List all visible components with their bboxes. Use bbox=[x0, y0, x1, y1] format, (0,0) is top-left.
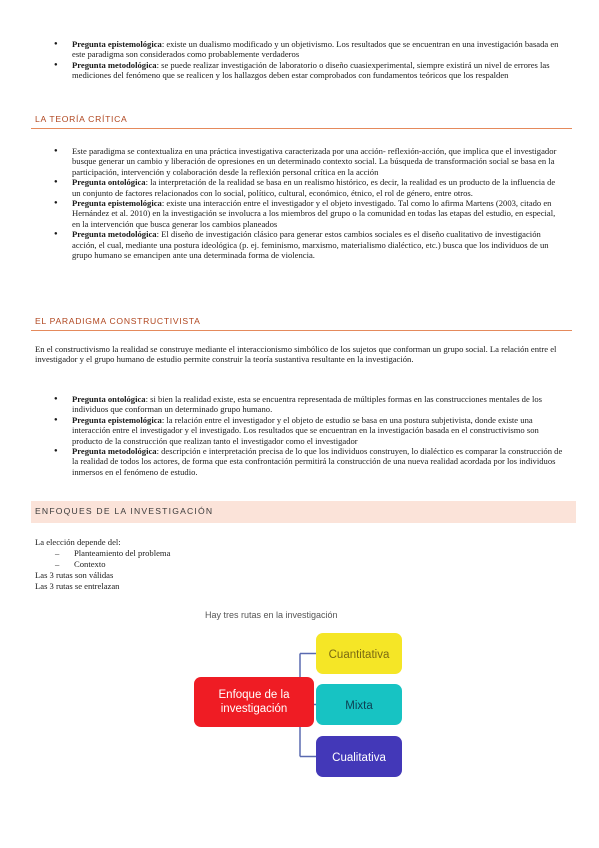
bullet-label: Pregunta ontológica bbox=[72, 177, 146, 188]
bullet-label: Pregunta epistemológica bbox=[72, 198, 162, 209]
bullet-text: : si bien la realidad existe, esta se encuentra representada de múltiples formas en las construcciones mentales de los individuos que conforman un determinado grupo humano. bbox=[72, 394, 542, 415]
bullet-text: : la relación entre el investigador y el objeto de estudio se basa en una postura subjetivista, donde existe una interacción entre el investigador y el investigado. Los resultados que se encuentran en la investigación basada en el constructivismo son producto de la construcción que realizan tanto el investigador como el investigador bbox=[72, 414, 539, 446]
constructivista-paragraph: En el constructivismo la realidad se construye mediante el interaccionismo simbólico de los sujetos que conforman un grupo social. La relación entre el investigador y el grupo humano de estudio permite construir la teoría sustantiva resultante en la investigación. bbox=[35, 344, 557, 365]
route-label-cualitativa: Cualitativa bbox=[332, 752, 386, 764]
dash-marker: – bbox=[55, 548, 60, 558]
bullet-text: : descripción e interpretación precisa de lo que los individuos construyen, lo dialéctico es comparar la construcción de la realidad de todos los actores, de forma que esta confrontación permitirá la construcción de una nueva realidad acordada por los individuos inmersos en el fenómeno de estudio. bbox=[72, 446, 563, 477]
bullet-text: : se puede realizar investigación de laboratorio o diseño cuasiexperimental, siempre existirá un nivel de errores las mediciones del fenómeno que se realicen y los hallazgos deben estar comprobados con fundamentos teóricos que los respalden bbox=[72, 59, 550, 81]
enfoques-line-valid: Las 3 rutas son válidas bbox=[35, 570, 114, 580]
bullet-label: Pregunta metodológica bbox=[72, 59, 157, 70]
bullet-text: : existe una interacción entre el investigador y el objeto investigado. Tal como lo afirma Martens (2003, citado en Hernández et al. 2010) en la investigación se involucra a los miembros del grupo o la comunidad en todas las etapas del estudio, en especial, en la intervención que busca generar los cambios planeados bbox=[72, 198, 556, 229]
bullet-label: Pregunta ontológica bbox=[72, 394, 146, 404]
dash-item-text: Contexto bbox=[74, 559, 106, 569]
bullet-label: Pregunta metodológica bbox=[72, 229, 157, 240]
route-label-mixta: Mixta bbox=[345, 700, 373, 712]
center-box bbox=[194, 677, 314, 727]
route-label-cuantitativa: Cuantitativa bbox=[328, 649, 390, 661]
section-heading-constructivista: EL PARADIGMA CONSTRUCTIVISTA bbox=[31, 316, 572, 331]
bullet-label: Pregunta epistemológica bbox=[72, 39, 162, 49]
bullet-label: Pregunta metodológica bbox=[72, 446, 157, 457]
diagram-title: Hay tres rutas en la investigación bbox=[205, 610, 338, 620]
center-box-label-line1: Enfoque de la bbox=[218, 689, 290, 701]
section-heading-enfoques: ENFOQUES DE LA INVESTIGACIÓN bbox=[31, 501, 576, 523]
enfoques-intro-line: La elección depende del: bbox=[35, 537, 121, 547]
bullet-text: : El diseño de investigación clásico para generar estos cambios sociales es el diseño cualitativo de investigación acción, el cual, mediante una postura ideológica (p. ej. feminismo, marxismo, materialismo dialéctico, etc.) busca que los individuos de un grupo humano se emancipen ante una determinada forma de violencia. bbox=[72, 229, 549, 261]
bullet-text: : la interpretación de la realidad se basa en un realismo histórico, es decir, la realidad es un producto de la influencia de un conjunto de factores relacionados con lo social, político, cultural, económico, étnico, el rol de género, entre otros. bbox=[72, 177, 556, 198]
bullet-text: : existe un dualismo modificado y un objetivismo. Los resultados que se encuentran en una investigación basada en este paradigma son considerados como probablemente verdaderos bbox=[72, 39, 559, 60]
section-heading-critica: LA TEORÍA CRÍTICA bbox=[31, 114, 572, 129]
bullet-label: Pregunta epistemológica bbox=[72, 414, 162, 425]
dash-item-text: Planteamiento del problema bbox=[74, 548, 171, 558]
enfoques-line-intertwine: Las 3 rutas se entrelazan bbox=[35, 581, 120, 591]
bullet-text: Este paradigma se contextualiza en una práctica investigativa caracterizada por una acción- reflexión-acción, que implica que el investigador busque generar un cambio y liberación de opresiones en un determinado contexto social. La búsqueda de transformación social se basa en la participación, intervención y colaboración desde la reflexión personal crítica en la acción bbox=[72, 146, 557, 177]
dash-marker: – bbox=[55, 559, 60, 569]
center-box-label-line2: investigación bbox=[220, 703, 288, 715]
